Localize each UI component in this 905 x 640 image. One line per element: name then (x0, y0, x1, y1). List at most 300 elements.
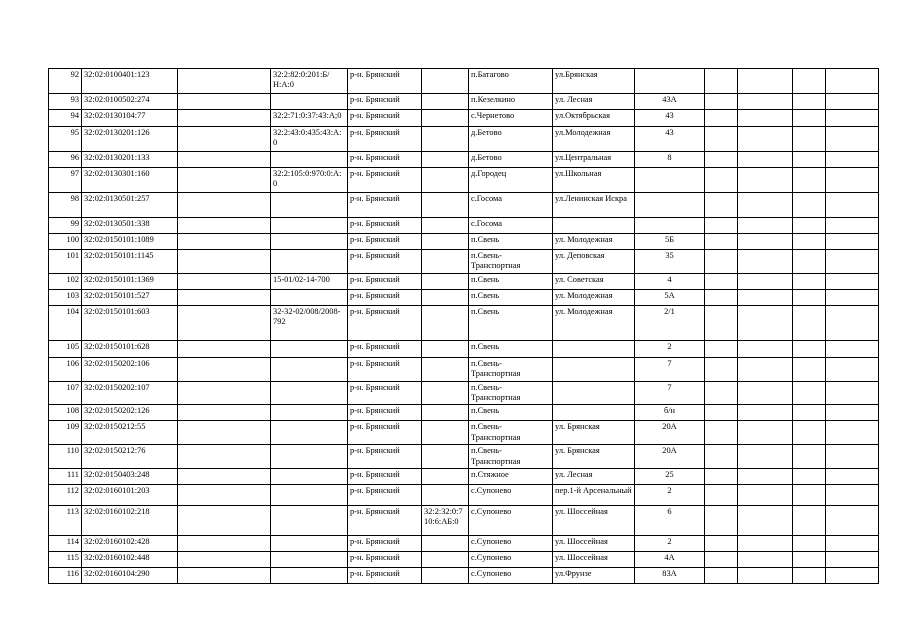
locality: с.Супонево (469, 536, 553, 552)
house-number: 25 (635, 469, 705, 485)
empty-cell (793, 340, 826, 357)
locality: п.Свень-Транспортная (469, 445, 553, 469)
street: ул. Молодежная (553, 289, 635, 305)
conditional-number (422, 485, 469, 506)
previous-number: 32-32-02/008/2008-792 (271, 305, 348, 340)
empty-cell (705, 218, 738, 234)
empty-cell (178, 168, 271, 193)
empty-cell (826, 218, 879, 234)
empty-cell (705, 568, 738, 584)
empty-cell (793, 568, 826, 584)
district: р-н. Брянский (348, 421, 422, 445)
table-row (49, 152, 879, 168)
conditional-number (422, 305, 469, 340)
table-row (49, 421, 879, 445)
house-number (635, 193, 705, 218)
conditional-number (422, 469, 469, 485)
empty-cell (793, 506, 826, 536)
table-row (49, 250, 879, 274)
empty-cell (738, 305, 793, 340)
empty-cell (705, 506, 738, 536)
street: ул.Центральная (553, 152, 635, 168)
district: р-н. Брянский (348, 168, 422, 193)
empty-cell (738, 127, 793, 152)
table-row (49, 234, 879, 250)
empty-cell (738, 218, 793, 234)
empty-cell (826, 421, 879, 445)
house-number: 7 (635, 381, 705, 405)
house-number: 5А (635, 289, 705, 305)
empty-cell (793, 381, 826, 405)
empty-cell (178, 381, 271, 405)
street: ул. Молодежная (553, 305, 635, 340)
street (553, 405, 635, 421)
district: р-н. Брянский (348, 405, 422, 421)
locality: с.Супонево (469, 568, 553, 584)
table-row (49, 273, 879, 289)
cadastral-number: 32:02:0150403:248 (82, 469, 178, 485)
empty-cell (705, 250, 738, 274)
previous-number: 32:2:71:0:37:43:А;0 (271, 110, 348, 127)
cadastral-number: 32:02:0160102:218 (82, 506, 178, 536)
empty-cell (738, 445, 793, 469)
empty-cell (793, 421, 826, 445)
empty-cell (178, 305, 271, 340)
table-row (49, 357, 879, 381)
empty-cell (826, 110, 879, 127)
empty-cell (178, 469, 271, 485)
street: ул. Молодежная (553, 234, 635, 250)
district: р-н. Брянский (348, 536, 422, 552)
locality: п.Свень (469, 305, 553, 340)
district: р-н. Брянский (348, 381, 422, 405)
empty-cell (178, 506, 271, 536)
empty-cell (705, 405, 738, 421)
empty-cell (178, 193, 271, 218)
previous-number (271, 289, 348, 305)
row-number: 115 (49, 552, 82, 568)
row-number: 104 (49, 305, 82, 340)
row-number: 95 (49, 127, 82, 152)
conditional-number (422, 445, 469, 469)
row-number: 112 (49, 485, 82, 506)
street: ул. Лесная (553, 469, 635, 485)
empty-cell (178, 152, 271, 168)
street: ул.Брянская (553, 69, 635, 94)
table-row (49, 568, 879, 584)
house-number: 20А (635, 445, 705, 469)
empty-cell (738, 506, 793, 536)
locality: с.Госома (469, 193, 553, 218)
previous-number (271, 405, 348, 421)
locality: с.Госома (469, 218, 553, 234)
empty-cell (738, 381, 793, 405)
row-number: 108 (49, 405, 82, 421)
table-row (49, 381, 879, 405)
cadastral-number: 32:02:0150202:107 (82, 381, 178, 405)
house-number: 43А (635, 94, 705, 110)
previous-number (271, 357, 348, 381)
conditional-number (422, 568, 469, 584)
street (553, 218, 635, 234)
empty-cell (826, 506, 879, 536)
table-row (49, 127, 879, 152)
district: р-н. Брянский (348, 127, 422, 152)
previous-number (271, 250, 348, 274)
previous-number: 15-01/02-14-700 (271, 273, 348, 289)
street: ул.Октябрьская (553, 110, 635, 127)
empty-cell (793, 193, 826, 218)
conditional-number (422, 152, 469, 168)
row-number: 99 (49, 218, 82, 234)
street: ул.Фрунзе (553, 568, 635, 584)
conditional-number (422, 94, 469, 110)
table-row (49, 445, 879, 469)
empty-cell (826, 250, 879, 274)
previous-number (271, 94, 348, 110)
cadastral-number: 32:02:0160102:428 (82, 536, 178, 552)
street: ул.Ленинская Искра (553, 193, 635, 218)
district: р-н. Брянский (348, 485, 422, 506)
house-number: 83А (635, 568, 705, 584)
street: ул.Молодежная (553, 127, 635, 152)
empty-cell (793, 250, 826, 274)
table-row (49, 69, 879, 94)
row-number: 98 (49, 193, 82, 218)
previous-number (271, 421, 348, 445)
empty-cell (826, 168, 879, 193)
district: р-н. Брянский (348, 218, 422, 234)
empty-cell (738, 234, 793, 250)
empty-cell (738, 552, 793, 568)
locality: п.Стяжное (469, 469, 553, 485)
empty-cell (178, 421, 271, 445)
empty-cell (826, 289, 879, 305)
cadastral-number: 32:02:0160104:290 (82, 568, 178, 584)
district: р-н. Брянский (348, 552, 422, 568)
locality: п.Свень (469, 289, 553, 305)
row-number: 107 (49, 381, 82, 405)
cadastral-number: 32:02:0130501:338 (82, 218, 178, 234)
district: р-н. Брянский (348, 193, 422, 218)
house-number: 35 (635, 250, 705, 274)
row-number: 116 (49, 568, 82, 584)
table-row (49, 218, 879, 234)
empty-cell (738, 536, 793, 552)
empty-cell (705, 340, 738, 357)
empty-cell (705, 485, 738, 506)
district: р-н. Брянский (348, 69, 422, 94)
previous-number (271, 568, 348, 584)
house-number: 4 (635, 273, 705, 289)
conditional-number (422, 69, 469, 94)
cadastral-number: 32:02:0130201:133 (82, 152, 178, 168)
conditional-number (422, 340, 469, 357)
previous-number: 32:2:105:0:970:0:А:0 (271, 168, 348, 193)
locality: д.Бетово (469, 152, 553, 168)
district: р-н. Брянский (348, 445, 422, 469)
previous-number: 32:2:43:0:435:43:А:0 (271, 127, 348, 152)
cadastral-number: 32:02:0160101:203 (82, 485, 178, 506)
cadastral-number: 32:02:0100401:123 (82, 69, 178, 94)
empty-cell (738, 485, 793, 506)
empty-cell (793, 536, 826, 552)
empty-cell (793, 94, 826, 110)
cadastral-number: 32:02:0150101:1145 (82, 250, 178, 274)
row-number: 94 (49, 110, 82, 127)
empty-cell (705, 69, 738, 94)
table-body (49, 69, 879, 584)
house-number: 8 (635, 152, 705, 168)
street (553, 357, 635, 381)
row-number: 109 (49, 421, 82, 445)
empty-cell (793, 69, 826, 94)
conditional-number (422, 250, 469, 274)
empty-cell (178, 110, 271, 127)
empty-cell (793, 218, 826, 234)
previous-number (271, 152, 348, 168)
table-row (49, 552, 879, 568)
row-number: 106 (49, 357, 82, 381)
empty-cell (178, 127, 271, 152)
district: р-н. Брянский (348, 273, 422, 289)
empty-cell (705, 152, 738, 168)
empty-cell (178, 69, 271, 94)
locality: п.Свень-Транспортная (469, 421, 553, 445)
district: р-н. Брянский (348, 340, 422, 357)
table-row (49, 94, 879, 110)
empty-cell (705, 110, 738, 127)
cadastral-number: 32:02:0130301:160 (82, 168, 178, 193)
empty-cell (738, 193, 793, 218)
previous-number (271, 506, 348, 536)
empty-cell (793, 152, 826, 168)
empty-cell (793, 552, 826, 568)
house-number: 5Б (635, 234, 705, 250)
empty-cell (178, 485, 271, 506)
empty-cell (178, 340, 271, 357)
conditional-number (422, 127, 469, 152)
row-number: 105 (49, 340, 82, 357)
empty-cell (793, 234, 826, 250)
conditional-number (422, 381, 469, 405)
house-number: 4А (635, 552, 705, 568)
empty-cell (178, 234, 271, 250)
row-number: 103 (49, 289, 82, 305)
empty-cell (178, 405, 271, 421)
empty-cell (705, 445, 738, 469)
empty-cell (705, 469, 738, 485)
empty-cell (826, 469, 879, 485)
empty-cell (826, 552, 879, 568)
empty-cell (705, 381, 738, 405)
empty-cell (705, 289, 738, 305)
empty-cell (738, 289, 793, 305)
empty-cell (705, 127, 738, 152)
empty-cell (178, 289, 271, 305)
empty-cell (826, 405, 879, 421)
street: ул. Шоссейная (553, 506, 635, 536)
previous-number (271, 485, 348, 506)
row-number: 111 (49, 469, 82, 485)
district: р-н. Брянский (348, 152, 422, 168)
cadastral-number: 32:02:0150101:527 (82, 289, 178, 305)
empty-cell (178, 273, 271, 289)
district: р-н. Брянский (348, 234, 422, 250)
empty-cell (705, 357, 738, 381)
empty-cell (738, 340, 793, 357)
previous-number (271, 218, 348, 234)
empty-cell (705, 273, 738, 289)
empty-cell (705, 552, 738, 568)
district: р-н. Брянский (348, 568, 422, 584)
empty-cell (705, 193, 738, 218)
street: ул. Шоссейная (553, 536, 635, 552)
empty-cell (793, 289, 826, 305)
conditional-number (422, 357, 469, 381)
district: р-н. Брянский (348, 469, 422, 485)
conditional-number (422, 218, 469, 234)
table-row (49, 110, 879, 127)
row-number: 92 (49, 69, 82, 94)
row-number: 93 (49, 94, 82, 110)
empty-cell (178, 536, 271, 552)
cadastral-number: 32:02:0130104:77 (82, 110, 178, 127)
conditional-number (422, 289, 469, 305)
conditional-number (422, 110, 469, 127)
empty-cell (826, 485, 879, 506)
row-number: 96 (49, 152, 82, 168)
empty-cell (793, 305, 826, 340)
empty-cell (826, 273, 879, 289)
empty-cell (738, 94, 793, 110)
locality: п.Свень-Транспортная (469, 250, 553, 274)
conditional-number (422, 193, 469, 218)
locality: с.Супонево (469, 552, 553, 568)
row-number: 102 (49, 273, 82, 289)
row-number: 114 (49, 536, 82, 552)
empty-cell (826, 94, 879, 110)
empty-cell (705, 305, 738, 340)
empty-cell (178, 552, 271, 568)
previous-number (271, 445, 348, 469)
locality: с.Супонево (469, 506, 553, 536)
locality: п.Свень-Транспортная (469, 381, 553, 405)
empty-cell (793, 110, 826, 127)
cadastral-number: 32:02:0150212:76 (82, 445, 178, 469)
cadastral-number: 32:02:0150212:55 (82, 421, 178, 445)
table-row (49, 340, 879, 357)
row-number: 110 (49, 445, 82, 469)
house-number (635, 168, 705, 193)
table-row (49, 469, 879, 485)
empty-cell (738, 405, 793, 421)
street: ул. Брянская (553, 445, 635, 469)
table-row (49, 168, 879, 193)
conditional-number (422, 536, 469, 552)
cadastral-number: 32:02:0100502:274 (82, 94, 178, 110)
empty-cell (793, 357, 826, 381)
previous-number (271, 536, 348, 552)
empty-cell (178, 357, 271, 381)
empty-cell (826, 234, 879, 250)
empty-cell (793, 273, 826, 289)
street: ул. Советская (553, 273, 635, 289)
previous-number (271, 234, 348, 250)
district: р-н. Брянский (348, 94, 422, 110)
street: ул. Деповская (553, 250, 635, 274)
district: р-н. Брянский (348, 357, 422, 381)
street: пер.1-й Арсенальный (553, 485, 635, 506)
locality: п.Батагово (469, 69, 553, 94)
house-number: 43 (635, 127, 705, 152)
house-number: 2 (635, 340, 705, 357)
locality: п.Кезелкино (469, 94, 553, 110)
empty-cell (738, 421, 793, 445)
empty-cell (705, 234, 738, 250)
locality: с.Супонево (469, 485, 553, 506)
house-number: 43 (635, 110, 705, 127)
cadastral-number: 32:02:0150101:1089 (82, 234, 178, 250)
empty-cell (738, 168, 793, 193)
empty-cell (705, 94, 738, 110)
house-number: 7 (635, 357, 705, 381)
previous-number (271, 552, 348, 568)
cadastral-number: 32:02:0160102:448 (82, 552, 178, 568)
empty-cell (793, 127, 826, 152)
previous-number (271, 469, 348, 485)
street: ул. Лесная (553, 94, 635, 110)
house-number: 2 (635, 536, 705, 552)
empty-cell (826, 381, 879, 405)
conditional-number (422, 421, 469, 445)
empty-cell (178, 218, 271, 234)
table-row (49, 305, 879, 340)
empty-cell (178, 445, 271, 469)
street: ул.Школьная (553, 168, 635, 193)
house-number (635, 69, 705, 94)
table-row (49, 536, 879, 552)
street (553, 381, 635, 405)
empty-cell (826, 152, 879, 168)
empty-cell (793, 485, 826, 506)
empty-cell (738, 152, 793, 168)
previous-number (271, 381, 348, 405)
empty-cell (793, 445, 826, 469)
empty-cell (826, 357, 879, 381)
cadastral-number: 32:02:0150101:628 (82, 340, 178, 357)
district: р-н. Брянский (348, 250, 422, 274)
district: р-н. Брянский (348, 305, 422, 340)
locality: д.Городец (469, 168, 553, 193)
empty-cell (826, 445, 879, 469)
empty-cell (178, 250, 271, 274)
conditional-number (422, 168, 469, 193)
empty-cell (826, 536, 879, 552)
empty-cell (178, 568, 271, 584)
empty-cell (826, 193, 879, 218)
cadastral-number: 32:02:0130501:257 (82, 193, 178, 218)
previous-number: 32:2:82:0:201:Б/Н:А:0 (271, 69, 348, 94)
empty-cell (826, 69, 879, 94)
locality: п.Свень-Транспортная (469, 357, 553, 381)
empty-cell (738, 250, 793, 274)
empty-cell (826, 305, 879, 340)
empty-cell (738, 568, 793, 584)
table-row (49, 405, 879, 421)
empty-cell (738, 273, 793, 289)
house-number: 6 (635, 506, 705, 536)
